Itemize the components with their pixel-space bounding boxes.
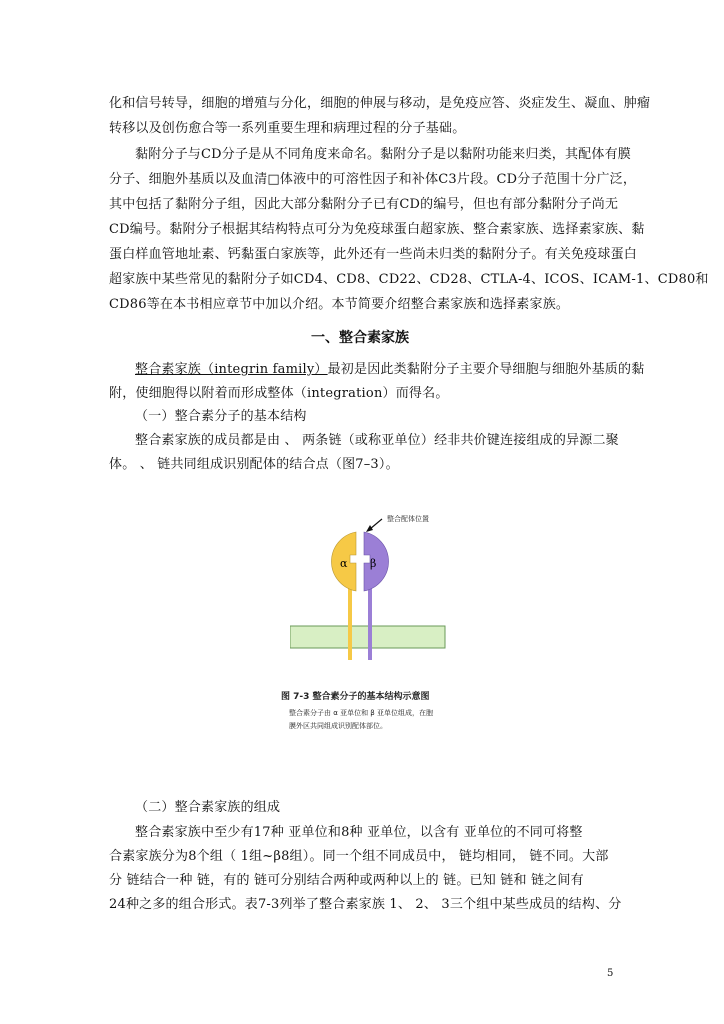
body-line-bottom-3: 合素家族分为8个组（ 1组~β8组）。同一个组不同成员中， 链均相同， 链不同。大部 — [109, 849, 609, 864]
body-line-bottom-4: 分 链结合一种 链，有的 链可分别结合两种或两种以上的 链。已知 链和 链之间有 — [109, 873, 584, 888]
body-line-1: 化和信号转导，细胞的增殖与分化，细胞的伸展与移动，是免疫应答、炎症发生、凝血、肿瘤 — [109, 96, 651, 111]
alpha-chain-stalk — [348, 580, 352, 660]
cell-membrane — [290, 626, 445, 648]
body-line-8: 超家族中某些常见的黏附分子如CD4、CD8、CD22、CD28、CTLA-4、ICOS、ICAM-1、CD80和 — [109, 272, 709, 287]
body-line-4: 分子、细胞外基质以及血清□体液中的可溶性因子和补体C3片段。CD分子范围十分广泛， — [109, 172, 637, 187]
body-line-7: 蛋白样血管地址素、钙黏蛋白家族等，此外还有一些尚未归类的黏附分子。有关免疫球蛋白 — [109, 247, 638, 262]
term-integrin-family: 整合素家族（integrin family） — [135, 362, 328, 377]
body-line-3: 黏附分子与CD分子是从不同角度来命名。黏附分子是以黏附功能来归类，其配体有膜 — [135, 147, 631, 162]
section-title: 一、整合素家族 — [311, 330, 409, 346]
alpha-label: α — [340, 557, 348, 570]
integrin-intro-line — [135, 362, 644, 378]
integrin-structure-figure — [290, 505, 490, 660]
body-line-6: CD编号。黏附分子根据其结构特点可分为免疫球蛋白超家族、整合素家族、选择素家族、黏 — [109, 222, 645, 237]
body-line-bottom-2: 整合素家族中至少有17种 亚单位和8种 亚单位，以含有 亚单位的不同可将整 — [135, 825, 583, 840]
arrow-head-icon — [366, 525, 373, 532]
body-line-bottom-5: 24种之多的组合形式。表7-3列举了整合素家族 1、 2、 3三个组中某些成员的结构、分 — [109, 897, 622, 912]
body-line-mid-5: 体。 、 链共同组成识别配体的结合点（图7–3）。 — [109, 457, 399, 472]
subheading-structure: （一）整合素分子的基本结构 — [135, 409, 307, 424]
body-line-mid-2: 附，使细胞得以附着而形成整体（integration）而得名。 — [109, 386, 449, 401]
figure-caption-line-1: 整合素分子由 α 亚单位和 β 亚单位组成，在胞 — [289, 709, 433, 717]
figure-caption-line-2: 膜外区共同组成识别配体部位。 — [289, 722, 387, 730]
integrin-diagram — [290, 505, 490, 660]
subheading-composition: （二）整合素家族的组成 — [135, 800, 281, 815]
body-line-9: CD86等在本书相应章节中加以介绍。本节简要介绍整合素家族和选择素家族。 — [109, 297, 570, 312]
binding-site-label: 整合配体位置 — [387, 515, 429, 523]
intro-continued: 最初是因此类黏附分子主要介导细胞与细胞外基质的黏 — [327, 362, 645, 377]
body-line-2: 转移以及创伤愈合等一系列重要生理和病理过程的分子基础。 — [109, 121, 466, 136]
binding-site-arrow — [370, 519, 382, 529]
page-number: 5 — [607, 968, 614, 979]
body-line-5: 其中包括了黏附分子组，因此大部分黏附分子已有CD的编号，但也有部分黏附分子尚无 — [109, 197, 619, 212]
beta-label: β — [370, 557, 377, 570]
body-line-mid-4: 整合素家族的成员都是由 、 两条链（或称亚单位）经非共价键连接组成的异源二聚 — [135, 433, 619, 448]
beta-chain-stalk — [368, 580, 372, 660]
figure-caption-title: 图 7-3 整合素分子的基本结构示意图 — [281, 692, 430, 702]
